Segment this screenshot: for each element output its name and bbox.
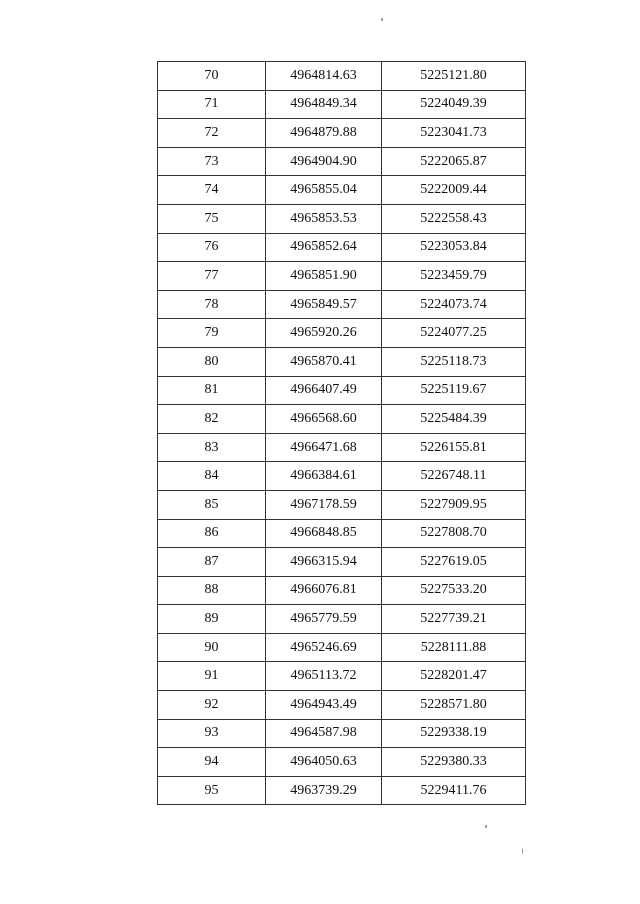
y-coordinate-cell: 5224049.39	[382, 90, 526, 119]
y-coordinate-cell: 5227533.20	[382, 576, 526, 605]
point-id-cell: 94	[158, 748, 266, 777]
table-row	[158, 347, 526, 376]
y-coordinate-cell: 5227909.95	[382, 490, 526, 519]
point-id-cell: 92	[158, 691, 266, 720]
point-id-cell: 86	[158, 519, 266, 548]
x-coordinate-cell: 4966407.49	[266, 376, 382, 405]
x-coordinate-cell: 4965779.59	[266, 605, 382, 634]
y-coordinate-cell: 5227619.05	[382, 548, 526, 577]
y-coordinate-cell: 5225119.67	[382, 376, 526, 405]
x-coordinate-cell: 4964814.63	[266, 62, 382, 91]
table-row	[158, 662, 526, 691]
y-coordinate-cell: 5227739.21	[382, 605, 526, 634]
point-id-cell: 81	[158, 376, 266, 405]
table-row	[158, 691, 526, 720]
y-coordinate-cell: 5222558.43	[382, 204, 526, 233]
table-row	[158, 405, 526, 434]
y-coordinate-cell: 5227808.70	[382, 519, 526, 548]
x-coordinate-cell: 4966568.60	[266, 405, 382, 434]
point-id-cell: 85	[158, 490, 266, 519]
table-row	[158, 262, 526, 291]
x-coordinate-cell: 4964849.34	[266, 90, 382, 119]
table-row	[158, 433, 526, 462]
point-id-cell: 73	[158, 147, 266, 176]
x-coordinate-cell: 4965851.90	[266, 262, 382, 291]
y-coordinate-cell: 5226155.81	[382, 433, 526, 462]
point-id-cell: 89	[158, 605, 266, 634]
table-row	[158, 519, 526, 548]
y-coordinate-cell: 5228571.80	[382, 691, 526, 720]
y-coordinate-cell: 5229411.76	[382, 776, 526, 805]
x-coordinate-cell: 4966471.68	[266, 433, 382, 462]
x-coordinate-cell: 4965849.57	[266, 290, 382, 319]
table-row	[158, 376, 526, 405]
x-coordinate-cell: 4965246.69	[266, 633, 382, 662]
point-id-cell: 88	[158, 576, 266, 605]
table-row	[158, 719, 526, 748]
x-coordinate-cell: 4967178.59	[266, 490, 382, 519]
table-row	[158, 176, 526, 205]
x-coordinate-cell: 4965852.64	[266, 233, 382, 262]
coordinates-table-body	[158, 62, 526, 805]
y-coordinate-cell: 5223053.84	[382, 233, 526, 262]
x-coordinate-cell: 4965853.53	[266, 204, 382, 233]
scan-speck	[522, 848, 523, 854]
y-coordinate-cell: 5222065.87	[382, 147, 526, 176]
y-coordinate-cell: 5225484.39	[382, 405, 526, 434]
x-coordinate-cell: 4964904.90	[266, 147, 382, 176]
point-id-cell: 91	[158, 662, 266, 691]
point-id-cell: 74	[158, 176, 266, 205]
scan-speck	[381, 18, 383, 21]
table-row	[158, 119, 526, 148]
y-coordinate-cell: 5223041.73	[382, 119, 526, 148]
table-row	[158, 233, 526, 262]
y-coordinate-cell: 5225121.80	[382, 62, 526, 91]
x-coordinate-cell: 4963739.29	[266, 776, 382, 805]
point-id-cell: 78	[158, 290, 266, 319]
table-row	[158, 576, 526, 605]
y-coordinate-cell: 5228201.47	[382, 662, 526, 691]
point-id-cell: 90	[158, 633, 266, 662]
table-row	[158, 748, 526, 777]
point-id-cell: 75	[158, 204, 266, 233]
point-id-cell: 87	[158, 548, 266, 577]
y-coordinate-cell: 5224077.25	[382, 319, 526, 348]
coordinates-table	[157, 61, 526, 805]
x-coordinate-cell: 4966076.81	[266, 576, 382, 605]
table-row	[158, 605, 526, 634]
y-coordinate-cell: 5223459.79	[382, 262, 526, 291]
x-coordinate-cell: 4966384.61	[266, 462, 382, 491]
point-id-cell: 80	[158, 347, 266, 376]
table-row	[158, 633, 526, 662]
scan-speck	[485, 825, 487, 828]
x-coordinate-cell: 4964879.88	[266, 119, 382, 148]
y-coordinate-cell: 5226748.11	[382, 462, 526, 491]
x-coordinate-cell: 4966315.94	[266, 548, 382, 577]
table-row	[158, 462, 526, 491]
x-coordinate-cell: 4965113.72	[266, 662, 382, 691]
point-id-cell: 84	[158, 462, 266, 491]
point-id-cell: 95	[158, 776, 266, 805]
point-id-cell: 93	[158, 719, 266, 748]
point-id-cell: 70	[158, 62, 266, 91]
table-row	[158, 90, 526, 119]
y-coordinate-cell: 5229338.19	[382, 719, 526, 748]
table-row	[158, 490, 526, 519]
x-coordinate-cell: 4964943.49	[266, 691, 382, 720]
point-id-cell: 82	[158, 405, 266, 434]
point-id-cell: 79	[158, 319, 266, 348]
y-coordinate-cell: 5228111.88	[382, 633, 526, 662]
x-coordinate-cell: 4964587.98	[266, 719, 382, 748]
point-id-cell: 77	[158, 262, 266, 291]
table-row	[158, 147, 526, 176]
y-coordinate-cell: 5222009.44	[382, 176, 526, 205]
y-coordinate-cell: 5229380.33	[382, 748, 526, 777]
table-row	[158, 62, 526, 91]
y-coordinate-cell: 5224073.74	[382, 290, 526, 319]
x-coordinate-cell: 4965855.04	[266, 176, 382, 205]
table-row	[158, 319, 526, 348]
table-row	[158, 290, 526, 319]
point-id-cell: 83	[158, 433, 266, 462]
table-row	[158, 548, 526, 577]
x-coordinate-cell: 4965920.26	[266, 319, 382, 348]
point-id-cell: 76	[158, 233, 266, 262]
table-row	[158, 204, 526, 233]
x-coordinate-cell: 4965870.41	[266, 347, 382, 376]
point-id-cell: 72	[158, 119, 266, 148]
x-coordinate-cell: 4964050.63	[266, 748, 382, 777]
point-id-cell: 71	[158, 90, 266, 119]
table-row	[158, 776, 526, 805]
x-coordinate-cell: 4966848.85	[266, 519, 382, 548]
y-coordinate-cell: 5225118.73	[382, 347, 526, 376]
